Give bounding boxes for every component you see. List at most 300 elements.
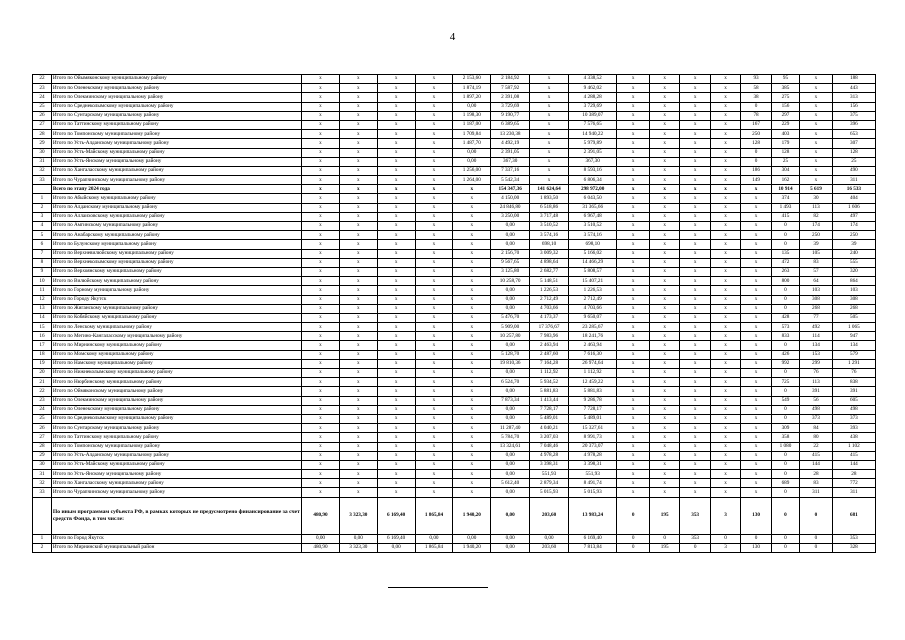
row-number-cell: 26	[33, 111, 52, 120]
value-cell: х	[339, 194, 377, 203]
value-cell: 0	[771, 534, 799, 543]
value-cell: 391	[832, 387, 875, 396]
value-cell: 174	[800, 222, 833, 231]
value-cell: х	[415, 295, 453, 304]
value-cell: х	[377, 295, 415, 304]
table-row	[33, 497, 876, 534]
row-number-cell: 12	[33, 295, 52, 304]
value-cell: х	[710, 267, 740, 276]
value-cell: х	[302, 194, 340, 203]
value-cell: х	[680, 470, 710, 479]
value-cell: 76	[832, 369, 875, 378]
value-cell: х	[710, 84, 740, 93]
value-cell: х	[377, 387, 415, 396]
value-cell: 505	[832, 313, 875, 322]
row-name-cell: Итого по Ленскому муниципальному району	[51, 323, 301, 332]
value-cell: 6 524,70	[491, 378, 530, 387]
value-cell: х	[377, 424, 415, 433]
value-cell: 3 250,00	[491, 212, 530, 221]
row-name-cell: Итого по Верхневилюйскому муниципальному району	[51, 249, 301, 258]
value-cell: х	[649, 442, 679, 451]
value-cell: х	[617, 460, 650, 469]
value-cell: 358	[771, 433, 799, 442]
value-cell: х	[453, 313, 491, 322]
value-cell: х	[617, 166, 650, 175]
value-cell: 6 389,65	[491, 120, 530, 129]
value-cell: 492	[800, 323, 833, 332]
value-cell: х	[302, 295, 340, 304]
value-cell: х	[649, 102, 679, 111]
value-cell: 1 112,92	[568, 369, 616, 378]
value-cell: 3 398,31	[568, 460, 616, 469]
value-cell: х	[415, 139, 453, 148]
value-cell: 0,00	[491, 470, 530, 479]
row-number-cell: 29	[33, 139, 52, 148]
value-cell: х	[649, 286, 679, 295]
value-cell: 5 015,93	[530, 488, 569, 497]
value-cell: 0	[741, 148, 771, 157]
value-cell: 195	[649, 543, 679, 552]
row-name-cell: Итого по Среднеколымскому муниципальному району	[51, 102, 301, 111]
table-row	[33, 396, 876, 405]
value-cell: х	[741, 479, 771, 488]
row-number-cell	[33, 185, 52, 194]
value-cell: х	[617, 75, 650, 84]
row-number-cell	[33, 497, 52, 534]
value-cell: 0,00	[491, 405, 530, 414]
value-cell: х	[680, 240, 710, 249]
value-cell: х	[649, 194, 679, 203]
value-cell: 2 391,05	[568, 148, 616, 157]
value-cell: х	[741, 295, 771, 304]
value-cell: х	[339, 277, 377, 286]
value-cell: х	[741, 405, 771, 414]
value-cell: х	[649, 359, 679, 368]
table-row	[33, 460, 876, 469]
row-name-cell: Итого по Мирнинскому муниципальному району	[51, 341, 301, 350]
row-number-cell: 7	[33, 249, 52, 258]
row-number-cell: 27	[33, 120, 52, 129]
value-cell: 0,00	[491, 295, 530, 304]
value-cell: 0	[771, 387, 799, 396]
value-cell: х	[453, 424, 491, 433]
value-cell: 698,10	[530, 240, 569, 249]
value-cell: х	[680, 194, 710, 203]
row-number-cell: 31	[33, 157, 52, 166]
value-cell: 0	[800, 534, 833, 543]
value-cell: 725	[771, 378, 799, 387]
row-name-cell: Итого по Городу Якутск	[51, 295, 301, 304]
value-cell: 13 983,24	[568, 497, 616, 534]
value-cell: 0,00	[491, 451, 530, 460]
value-cell: 263	[771, 267, 799, 276]
value-cell: х	[649, 369, 679, 378]
value-cell: 14 940,22	[568, 130, 616, 139]
value-cell: 1 606	[832, 203, 875, 212]
value-cell: х	[302, 222, 340, 231]
value-cell: х	[649, 396, 679, 405]
value-cell: 307	[832, 139, 875, 148]
value-cell: х	[339, 460, 377, 469]
value-cell: х	[649, 258, 679, 267]
value-cell: 39	[832, 240, 875, 249]
value-cell: 15 327,61	[568, 424, 616, 433]
row-number-cell: 2	[33, 543, 52, 552]
value-cell: х	[800, 157, 833, 166]
value-cell: 144	[832, 460, 875, 469]
value-cell: х	[741, 451, 771, 460]
row-number-cell: 32	[33, 479, 52, 488]
value-cell: х	[530, 102, 569, 111]
value-cell: х	[415, 378, 453, 387]
value-cell: х	[302, 451, 340, 460]
value-cell: 19 810,36	[491, 359, 530, 368]
value-cell: 353	[680, 497, 710, 534]
value-cell: х	[339, 212, 377, 221]
value-cell: х	[680, 120, 710, 129]
value-cell: 9 567,65	[491, 258, 530, 267]
value-cell: х	[680, 176, 710, 185]
value-cell: х	[339, 304, 377, 313]
value-cell: х	[415, 433, 453, 442]
value-cell: х	[453, 479, 491, 488]
value-cell: х	[377, 148, 415, 157]
value-cell: х	[339, 378, 377, 387]
value-cell: х	[680, 451, 710, 460]
table-row	[33, 84, 876, 93]
value-cell: х	[453, 249, 491, 258]
value-cell: х	[741, 488, 771, 497]
row-name-cell: Итого по Кобяйскому муниципальному району	[51, 313, 301, 322]
value-cell: 353	[832, 534, 875, 543]
value-cell: х	[530, 111, 569, 120]
value-cell: 0	[617, 534, 650, 543]
value-cell: х	[339, 286, 377, 295]
value-cell: х	[649, 75, 679, 84]
value-cell: х	[710, 75, 740, 84]
value-cell: 391	[800, 387, 833, 396]
value-cell: 5 612,40	[491, 479, 530, 488]
value-cell: 76	[800, 369, 833, 378]
value-cell: х	[302, 433, 340, 442]
value-cell: х	[302, 185, 340, 194]
value-cell: х	[377, 488, 415, 497]
value-cell: х	[339, 102, 377, 111]
table-row	[33, 249, 876, 258]
value-cell: 141 624,64	[530, 185, 569, 194]
value-cell: х	[617, 130, 650, 139]
value-cell: х	[680, 231, 710, 240]
table-row	[33, 369, 876, 378]
value-cell: 105	[800, 249, 833, 258]
value-cell: 153	[800, 350, 833, 359]
value-cell: 0	[771, 543, 799, 552]
value-cell: х	[377, 176, 415, 185]
value-cell: х	[741, 414, 771, 423]
value-cell: х	[617, 194, 650, 203]
value-cell: 1 102	[832, 442, 875, 451]
value-cell: 698,10	[568, 240, 616, 249]
value-cell: х	[800, 102, 833, 111]
value-cell: х	[680, 313, 710, 322]
value-cell: х	[415, 460, 453, 469]
row-number-cell: 26	[33, 424, 52, 433]
value-cell: х	[302, 277, 340, 286]
table-row	[33, 313, 876, 322]
value-cell: 24 846,80	[491, 203, 530, 212]
value-cell: 0	[771, 304, 799, 313]
value-cell: х	[377, 157, 415, 166]
value-cell: х	[710, 286, 740, 295]
value-cell: х	[377, 304, 415, 313]
value-cell: х	[377, 166, 415, 175]
value-cell: 103	[832, 286, 875, 295]
value-cell: 0	[680, 543, 710, 552]
value-cell: 135	[771, 249, 799, 258]
value-cell: 1 112,92	[530, 369, 569, 378]
value-cell: х	[617, 451, 650, 460]
value-cell: х	[617, 93, 650, 102]
value-cell: х	[741, 323, 771, 332]
table-row	[33, 286, 876, 295]
value-cell: х	[649, 148, 679, 157]
row-name-cell: Итого по Анабарскому муниципальному району	[51, 231, 301, 240]
row-number-cell: 23	[33, 84, 52, 93]
value-cell: х	[377, 479, 415, 488]
value-cell: 39	[800, 240, 833, 249]
value-cell: 128	[832, 148, 875, 157]
value-cell: х	[377, 341, 415, 350]
table-row	[33, 148, 876, 157]
value-cell: х	[741, 396, 771, 405]
value-cell: х	[302, 139, 340, 148]
value-cell: х	[649, 120, 679, 129]
value-cell: 15 407,21	[568, 277, 616, 286]
row-number-cell: 31	[33, 470, 52, 479]
table-row	[33, 359, 876, 368]
value-cell: 174	[832, 222, 875, 231]
value-cell: х	[453, 341, 491, 350]
value-cell: 25	[832, 157, 875, 166]
value-cell: 415	[832, 451, 875, 460]
value-cell: 113	[800, 203, 833, 212]
row-number-cell: 14	[33, 313, 52, 322]
value-cell: 20 373,07	[568, 442, 616, 451]
value-cell: 3	[710, 497, 740, 534]
value-cell: х	[710, 295, 740, 304]
value-cell: 78	[741, 111, 771, 120]
value-cell: 4 703,66	[568, 304, 616, 313]
value-cell: 195	[649, 497, 679, 534]
value-cell: 0,00	[491, 222, 530, 231]
value-cell: х	[377, 378, 415, 387]
value-cell: х	[649, 222, 679, 231]
row-number-cell: 33	[33, 488, 52, 497]
value-cell: х	[710, 313, 740, 322]
value-cell: х	[617, 203, 650, 212]
value-cell: х	[710, 378, 740, 387]
value-cell: 311	[832, 176, 875, 185]
value-cell: 3 729,69	[568, 102, 616, 111]
value-cell: х	[415, 286, 453, 295]
row-name-cell: Итого по Усть-Янскому муниципальному району	[51, 470, 301, 479]
row-number-cell: 28	[33, 442, 52, 451]
value-cell: х	[415, 369, 453, 378]
value-cell: 4 978,28	[568, 451, 616, 460]
value-cell: х	[710, 185, 740, 194]
value-cell: х	[710, 369, 740, 378]
row-number-cell: 9	[33, 267, 52, 276]
value-cell: х	[649, 249, 679, 258]
value-cell: 5 979,89	[568, 139, 616, 148]
value-cell: х	[339, 157, 377, 166]
table-row	[33, 166, 876, 175]
table-row	[33, 231, 876, 240]
value-cell: х	[617, 396, 650, 405]
value-cell: 77	[800, 313, 833, 322]
value-cell: 304	[771, 166, 799, 175]
value-cell: х	[649, 240, 679, 249]
value-cell: х	[377, 323, 415, 332]
value-cell: х	[453, 350, 491, 359]
value-cell: 10 389,07	[568, 111, 616, 120]
value-cell: 0,00	[415, 534, 453, 543]
value-cell: х	[302, 479, 340, 488]
value-cell: х	[453, 267, 491, 276]
value-cell: х	[302, 176, 340, 185]
value-cell: 385	[771, 84, 799, 93]
value-cell: 0,00	[453, 534, 491, 543]
value-cell: х	[800, 84, 833, 93]
value-cell: х	[377, 139, 415, 148]
value-cell: 0	[771, 414, 799, 423]
value-cell: 7 337,16	[491, 166, 530, 175]
table-row	[33, 185, 876, 194]
value-cell: 4 978,28	[530, 451, 569, 460]
value-cell: 7 616,30	[568, 350, 616, 359]
value-cell: х	[741, 267, 771, 276]
page-number: 4	[449, 31, 456, 43]
value-cell: 1 493	[771, 203, 799, 212]
table-row	[33, 442, 876, 451]
value-cell: х	[302, 304, 340, 313]
value-cell: х	[710, 442, 740, 451]
value-cell: х	[302, 332, 340, 341]
value-cell: х	[302, 387, 340, 396]
value-cell: х	[339, 442, 377, 451]
row-name-cell: Итого по Чурапчинскому муниципальному району	[51, 176, 301, 185]
row-number-cell: 4	[33, 222, 52, 231]
value-cell: 0,00	[491, 543, 530, 552]
value-cell: х	[377, 240, 415, 249]
value-cell: 2 712,49	[568, 295, 616, 304]
value-cell: 17 376,67	[530, 323, 569, 332]
table-row	[33, 424, 876, 433]
value-cell: х	[617, 387, 650, 396]
value-cell: х	[710, 304, 740, 313]
value-cell: 128	[741, 139, 771, 148]
value-cell: х	[710, 341, 740, 350]
value-cell: х	[415, 102, 453, 111]
value-cell: х	[302, 286, 340, 295]
value-cell: х	[377, 442, 415, 451]
table-row	[33, 350, 876, 359]
value-cell: х	[680, 185, 710, 194]
value-cell: х	[680, 295, 710, 304]
value-cell: х	[377, 231, 415, 240]
value-cell: х	[453, 488, 491, 497]
value-cell: 1 256,00	[453, 166, 491, 175]
value-cell: 5 166,02	[568, 249, 616, 258]
row-name-cell: Итого по Момскому муниципальному району	[51, 350, 301, 359]
value-cell: х	[680, 267, 710, 276]
value-cell: х	[302, 424, 340, 433]
value-cell: 130	[741, 543, 771, 552]
value-cell: 134	[800, 341, 833, 350]
value-cell: х	[710, 148, 740, 157]
value-cell: 6 043,50	[568, 194, 616, 203]
value-cell: 6 169,40	[377, 534, 415, 543]
value-cell: 573	[771, 323, 799, 332]
value-cell: х	[377, 194, 415, 203]
value-cell: х	[377, 120, 415, 129]
value-cell: х	[617, 323, 650, 332]
value-cell: х	[302, 130, 340, 139]
row-number-cell: 24	[33, 405, 52, 414]
value-cell: 681	[832, 497, 875, 534]
table-row	[33, 543, 876, 552]
value-cell: 3 729,69	[491, 102, 530, 111]
value-cell: х	[530, 157, 569, 166]
value-cell: 4 288,28	[568, 93, 616, 102]
value-cell: х	[680, 369, 710, 378]
value-cell: х	[339, 75, 377, 84]
value-cell: 579	[832, 350, 875, 359]
value-cell: 0,00	[491, 286, 530, 295]
value-cell: 83	[800, 479, 833, 488]
value-cell: х	[649, 185, 679, 194]
value-cell: х	[710, 249, 740, 258]
value-cell: х	[302, 258, 340, 267]
value-cell: х	[649, 166, 679, 175]
value-cell: 1 487,70	[453, 139, 491, 148]
value-cell: х	[302, 93, 340, 102]
value-cell: х	[339, 120, 377, 129]
value-cell: 250	[741, 130, 771, 139]
value-cell: 103	[800, 286, 833, 295]
value-cell: х	[710, 166, 740, 175]
value-cell: х	[741, 286, 771, 295]
value-cell: 2 391,05	[491, 148, 530, 157]
value-cell: х	[415, 350, 453, 359]
value-cell: 30	[800, 194, 833, 203]
value-cell: х	[741, 231, 771, 240]
value-cell: х	[617, 295, 650, 304]
value-cell: х	[453, 277, 491, 286]
row-number-cell: 19	[33, 359, 52, 368]
value-cell: 0	[771, 405, 799, 414]
value-cell: 7 813,84	[568, 543, 616, 552]
value-cell: х	[680, 249, 710, 258]
value-cell: х	[649, 479, 679, 488]
value-cell: х	[617, 350, 650, 359]
row-number-cell: 16	[33, 332, 52, 341]
value-cell: х	[453, 286, 491, 295]
value-cell: х	[649, 304, 679, 313]
value-cell: х	[710, 203, 740, 212]
value-cell: х	[680, 479, 710, 488]
value-cell: х	[339, 295, 377, 304]
